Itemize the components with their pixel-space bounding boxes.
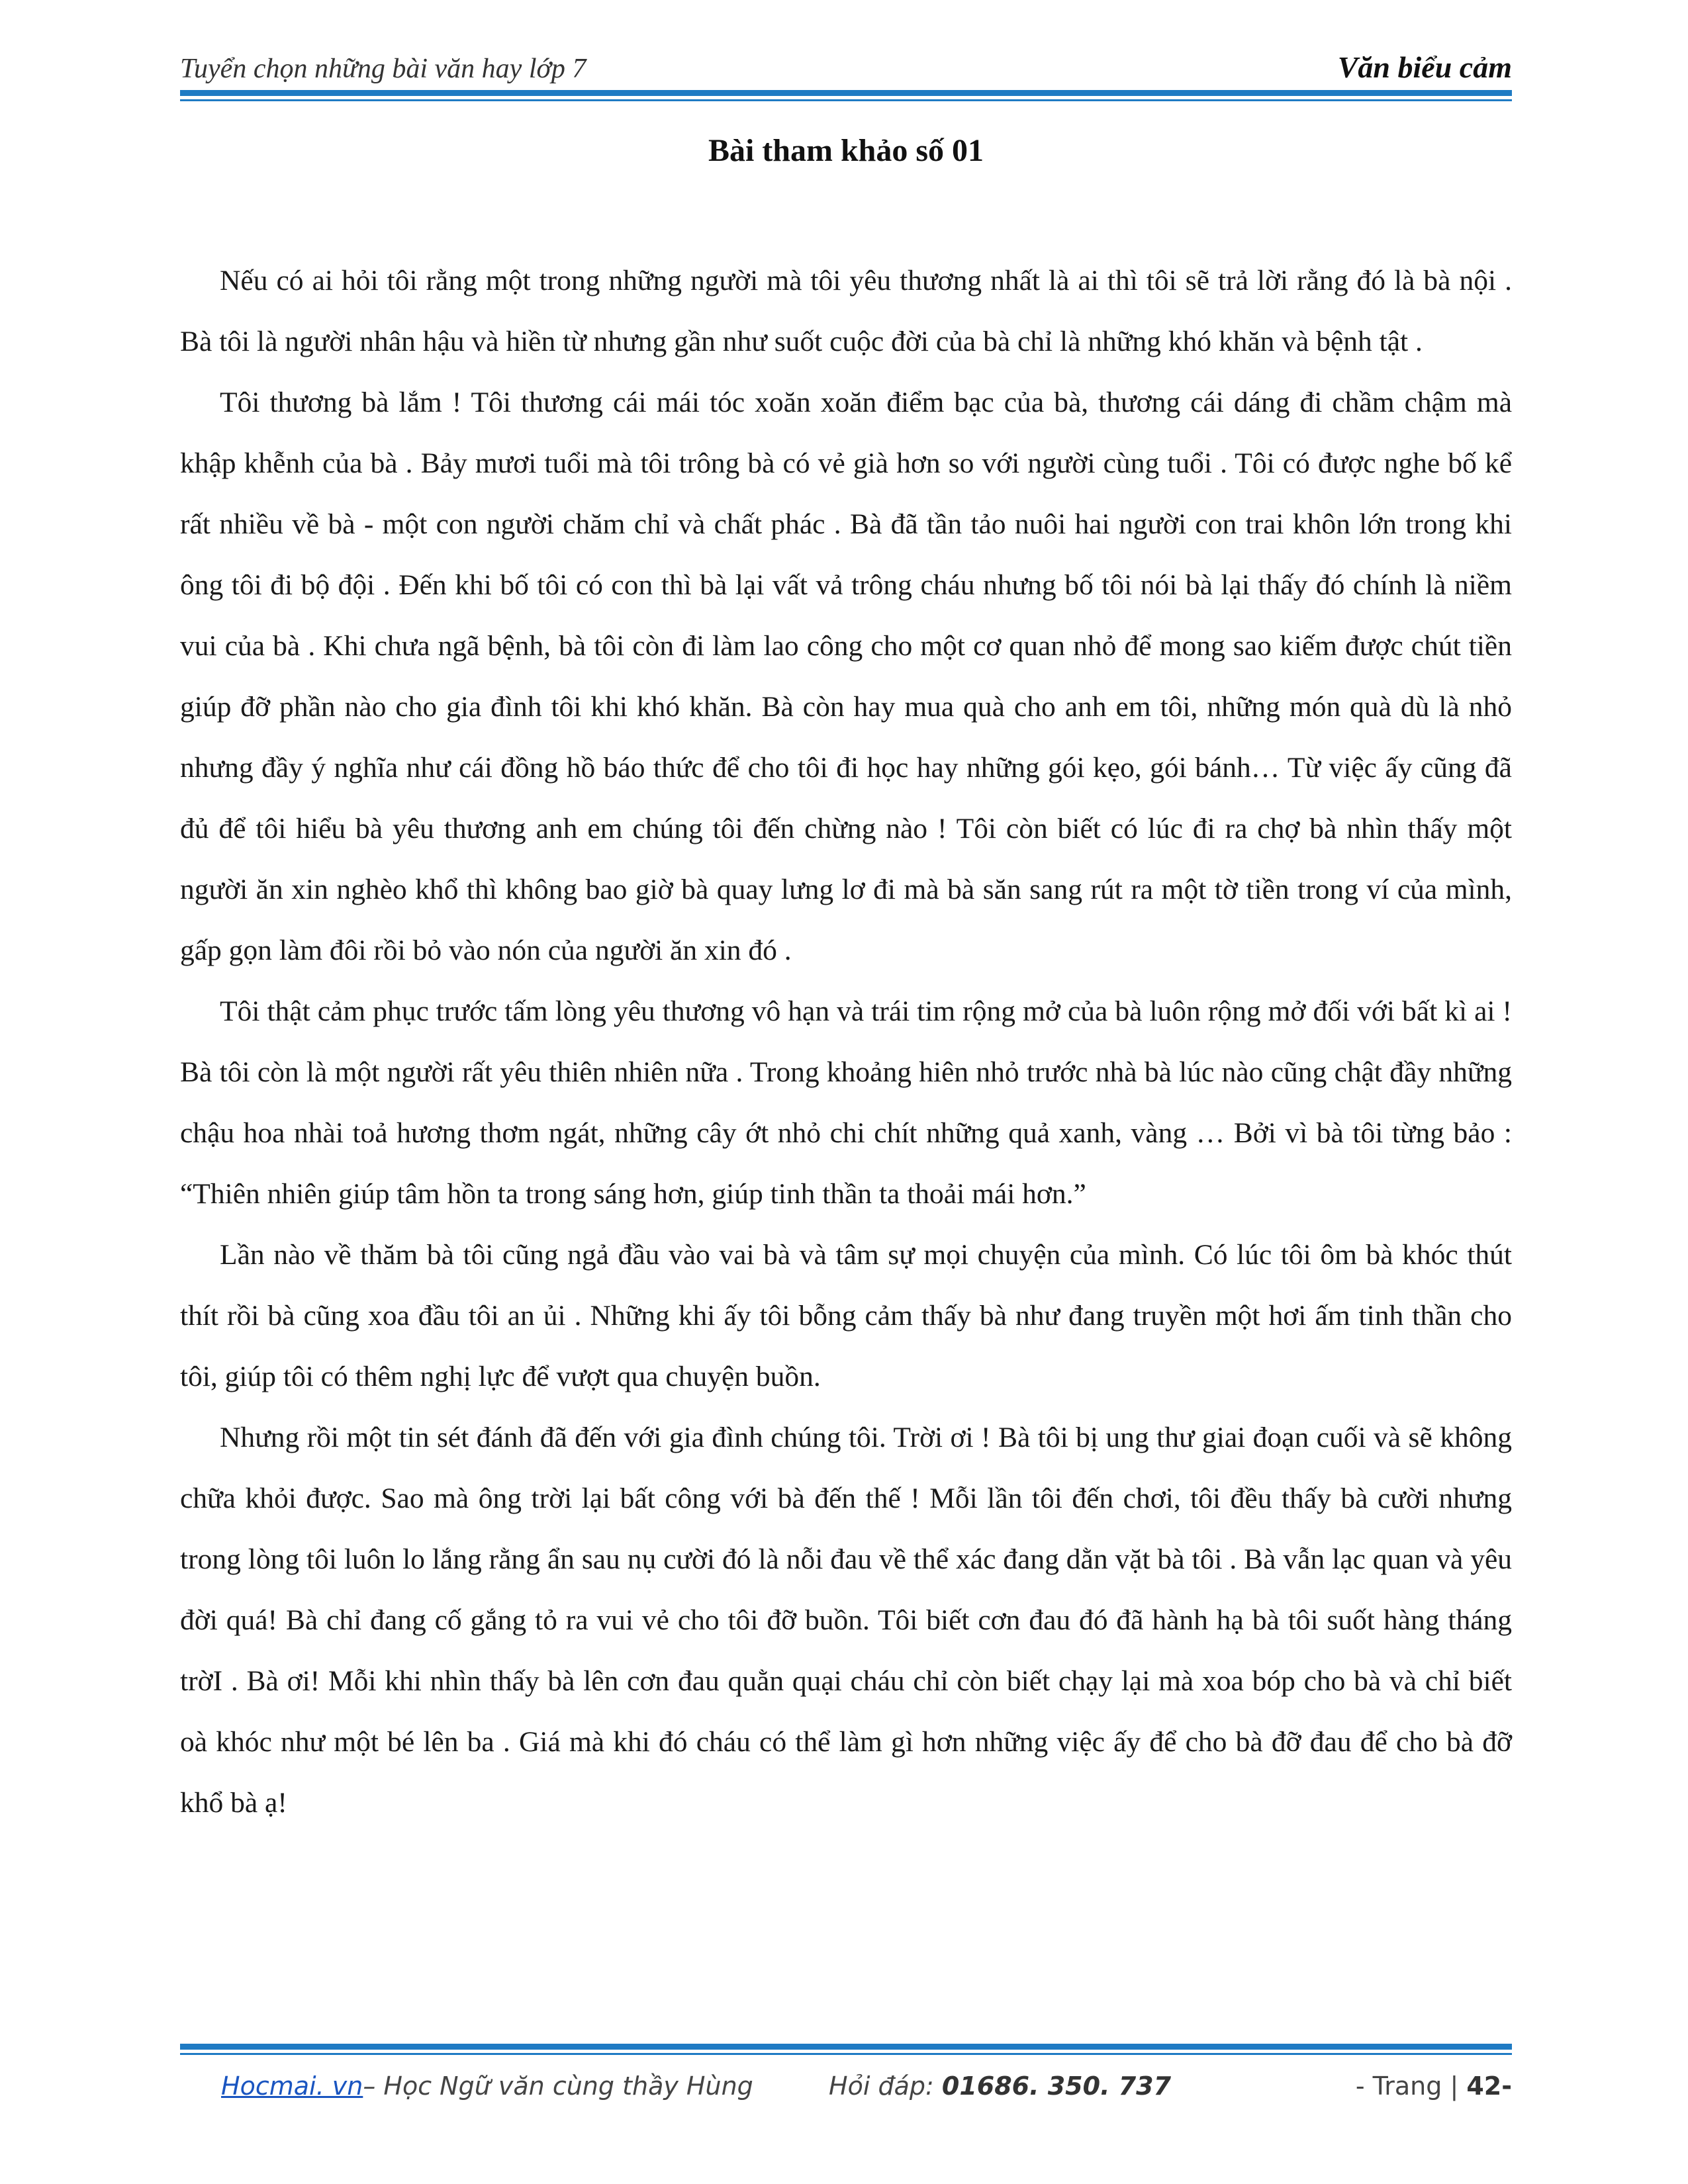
page-footer [180, 2071, 1512, 2111]
footer-course-text: – Học Ngữ văn cùng thầy Hùng [363, 2071, 753, 2101]
hotline-label: Hỏi đáp: [829, 2071, 942, 2101]
paragraph: Lần nào về thăm bà tôi cũng ngả đầu vào vai bà và tâm sự mọi chuyện của mình. Có lúc tôi ôm bà khóc thút thít rồi bà cũng xoa đầu tôi an ủi . Những khi ấy tôi bỗng cảm thấy bà như đang truyền một hơi ấm tinh thần cho tôi, giúp tôi có thêm nghị lực để vượt qua chuyện buồn. [180, 1239, 1512, 1392]
site-link[interactable]: Hocmai. vn [221, 2071, 363, 2101]
paragraph: Tôi thật cảm phục trước tấm lòng yêu thương vô hạn và trái tim rộng mở của bà luôn rộng mở đối với bất kì ai ! Bà tôi còn là một người rất yêu thiên nhiên nữa . Trong khoảng hiên nhỏ trước nhà bà lúc nào cũng chật đầy những chậu hoa nhài toả hương thơm ngát, những cây ớt nhỏ chi chít những quả xanh, vàng … Bởi vì bà tôi từng bảo : “Thiên nhiên giúp tâm hồn ta trong sáng hơn, giúp tinh thần ta thoải mái hơn.” [180, 995, 1512, 1210]
footer-divider-thin [180, 2053, 1512, 2055]
footer-divider [180, 2044, 1512, 2050]
page-title: Bài tham khảo số 01 [708, 133, 984, 168]
header-divider-thin [180, 99, 1512, 101]
essay-body [180, 250, 1512, 1833]
header-section-title: Văn biểu cảm [1337, 50, 1512, 84]
footer-site [221, 2071, 753, 2101]
header-divider [180, 90, 1512, 96]
paragraph: Nếu có ai hỏi tôi rằng một trong những người mà tôi yêu thương nhất là ai thì tôi sẽ trả lời rằng đó là bà nội . Bà tôi là người nhân hậu và hiền từ nhưng gần như suốt cuộc đời của bà chỉ là những khó khăn và bệnh tật . [180, 265, 1512, 357]
page-label: - Trang | [1355, 2071, 1467, 2101]
page-number [1356, 2071, 1512, 2101]
paragraph: Tôi thương bà lắm ! Tôi thương cái mái tóc xoăn xoăn điểm bạc của bà, thương cái dáng đi chầm chậm mà khập khễnh của bà . Bảy mươi tuổi mà tôi trông bà có vẻ già hơn so với người cùng tuổi . Tôi có được nghe bố kể rất nhiều về bà - một con người chăm chỉ và chất phác . Bà đã tần tảo nuôi hai người con trai khôn lớn trong khi ông tôi đi bộ đội . Đến khi bố tôi có con thì bà lại vất vả trông cháu nhưng bố tôi nói bà lại thấy đó chính là niềm vui của bà . Khi chưa ngã bệnh, bà tôi còn đi làm lao công cho một cơ quan nhỏ để mong sao kiếm được chút tiền giúp đỡ phần nào cho gia đình tôi khi khó khăn. Bà còn hay mua quà cho anh em tôi, những món quà dù là nhỏ nhưng đầy ý nghĩa như cái đồng hồ báo thức để cho tôi đi học hay những gói kẹo, gói bánh… Từ việc ấy cũng đã đủ để tôi hiểu bà yêu thương anh em chúng tôi đến chừng nào ! Tôi còn biết có lúc đi ra chợ bà nhìn thấy một người ăn xin nghèo khổ thì không bao giờ bà quay lưng lơ đi mà bà săn sang rút ra một tờ tiền trong ví của mình, gấp gọn làm đôi rồi bỏ vào nón của người ăn xin đó . [180, 387, 1512, 966]
footer-hotline [829, 2071, 1171, 2101]
page-number-value: 42- [1466, 2071, 1512, 2101]
paragraph: Nhưng rồi một tin sét đánh đã đến với gia đình chúng tôi. Trời ơi ! Bà tôi bị ung thư giai đoạn cuối và sẽ không chữa khỏi được. Sao mà ông trời lại bất công với bà đến thế ! Mỗi lần tôi đến chơi, tôi đều thấy bà cười nhưng trong lòng tôi luôn lo lắng rằng ẩn sau nụ cười đó là nỗi đau về thể xác đang dằn vặt bà tôi . Bà vẫn lạc quan và yêu đời quá! Bà chỉ đang cố gắng tỏ ra vui vẻ cho tôi đỡ buồn. Tôi biết cơn đau đó đã hành hạ bà tôi suốt hàng tháng trờI . Bà ơi! Mỗi khi nhìn thấy bà lên cơn đau quằn quại cháu chỉ còn biết chạy lại mà xoa bóp cho bà và chỉ biết oà khóc như một bé lên ba . Giá mà khi đó cháu có thể làm gì hơn những việc ấy để cho bà đỡ đau để cho bà đỡ khổ bà ạ! [180, 1422, 1512, 1819]
page-header [180, 48, 1512, 90]
header-book-title: Tuyển chọn những bài văn hay lớp 7 [180, 54, 586, 84]
hotline-number: 01686. 350. 737 [941, 2071, 1172, 2101]
